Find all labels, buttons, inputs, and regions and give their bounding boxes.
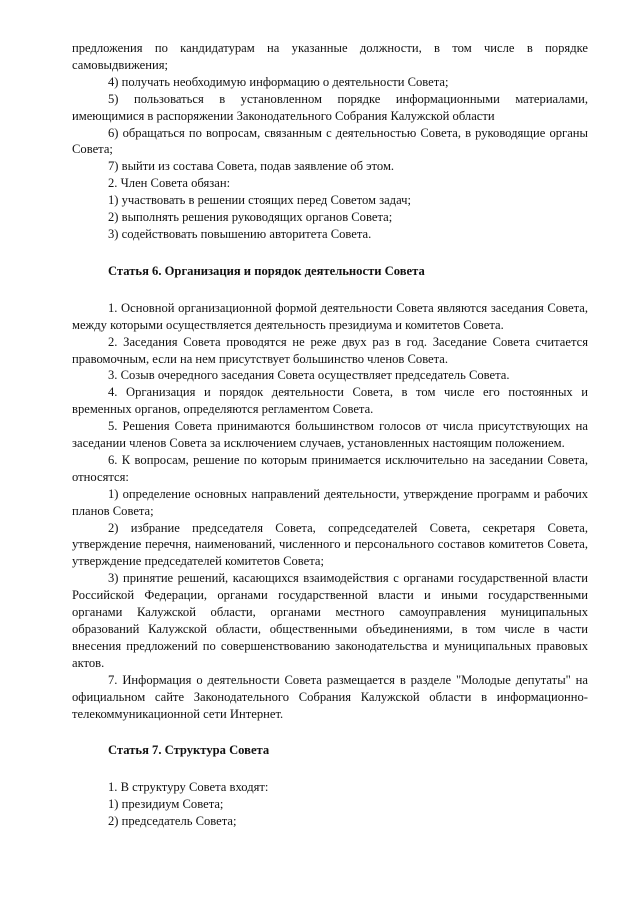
article-7-heading: Статья 7. Структура Совета	[108, 743, 270, 758]
paragraph-right-5: 5) пользоваться в установленном порядке информационными материалами, имеющимися в распоряжении Законодательного Собрания Калужской области	[72, 91, 588, 123]
article-6-paragraph-6-item-1: 1) определение основных направлений деятельности, утверждение программ и рабочих планов Совета;	[72, 486, 588, 518]
article-6-paragraph-7: 7. Информация о деятельности Совета размещается в разделе "Молодые депутаты" на официальном сайте Законодательного Собрания Калужской области в информационно-телекоммуникационной сети Интернет.	[72, 672, 588, 721]
paragraph-duties-intro: 2. Член Совета обязан:	[108, 176, 231, 191]
article-6-paragraph-6-item-3: 3) принятие решений, касающихся взаимодействия с органами государственной власти Российской Федерации, органами государственной власти и иными государственными органами Калужской области, органами местного самоуправления муниципальных образований Калужской области, общественными объединениями, в том числе в части внесения предложений по совершенствованию законодательства и муниципальных правовых актов.	[72, 571, 588, 670]
paragraph-right-7: 7) выйти из состава Совета, подав заявление об этом.	[108, 159, 395, 174]
article-7-paragraph-1: 1. В структуру Совета входят:	[108, 780, 269, 795]
paragraph-duty-3: 3) содействовать повышению авторитета Совета.	[108, 226, 372, 241]
article-7-paragraph-1-item-1: 1) президиум Совета;	[108, 797, 224, 812]
article-6-paragraph-4: 4. Организация и порядок деятельности Совета, в том числе его постоянных и временных органов, определяются регламентом Совета.	[72, 385, 588, 417]
article-6-paragraph-6: 6. К вопросам, решение по которым принимается исключительно на заседании Совета, относятся:	[72, 452, 588, 484]
article-6-heading: Статья 6. Организация и порядок деятельности Совета	[108, 263, 425, 278]
article-7-paragraph-1-item-2: 2) председатель Совета;	[108, 814, 237, 829]
paragraph-candidates-continuation: предложения по кандидатурам на указанные должности, в том числе в порядке самовыдвижения;	[72, 41, 588, 72]
article-6-paragraph-3: 3. Созыв очередного заседания Совета осуществляет председатель Совета.	[108, 368, 510, 383]
article-6-paragraph-2: 2. Заседания Совета проводятся не реже двух раз в год. Заседание Совета считается правомочным, если на нем присутствует большинство членов Совета.	[72, 334, 588, 366]
article-6-paragraph-1: 1. Основной организационной формой деятельности Совета являются заседания Совета, между которыми осуществляется деятельность президиума и комитетов Совета.	[72, 300, 588, 332]
paragraph-right-6: 6) обращаться по вопросам, связанным с деятельностью Совета, в руководящие органы Совета;	[72, 125, 588, 157]
article-6-paragraph-6-item-2: 2) избрание председателя Совета, сопредседателей Совета, секретаря Совета, утверждение перечня, наименований, численного и персонального составов комитетов Совета, утверждение председателей комитетов Совета;	[72, 520, 588, 569]
paragraph-duty-2: 2) выполнять решения руководящих органов Совета;	[108, 210, 393, 225]
paragraph-right-4: 4) получать необходимую информацию о деятельности Совета;	[108, 74, 449, 89]
article-6-paragraph-5: 5. Решения Совета принимаются большинством голосов от числа присутствующих на заседании членов Совета за исключением случаев, установленных настоящим положением.	[72, 419, 588, 451]
paragraph-duty-1: 1) участвовать в решении стоящих перед Советом задач;	[108, 193, 412, 208]
